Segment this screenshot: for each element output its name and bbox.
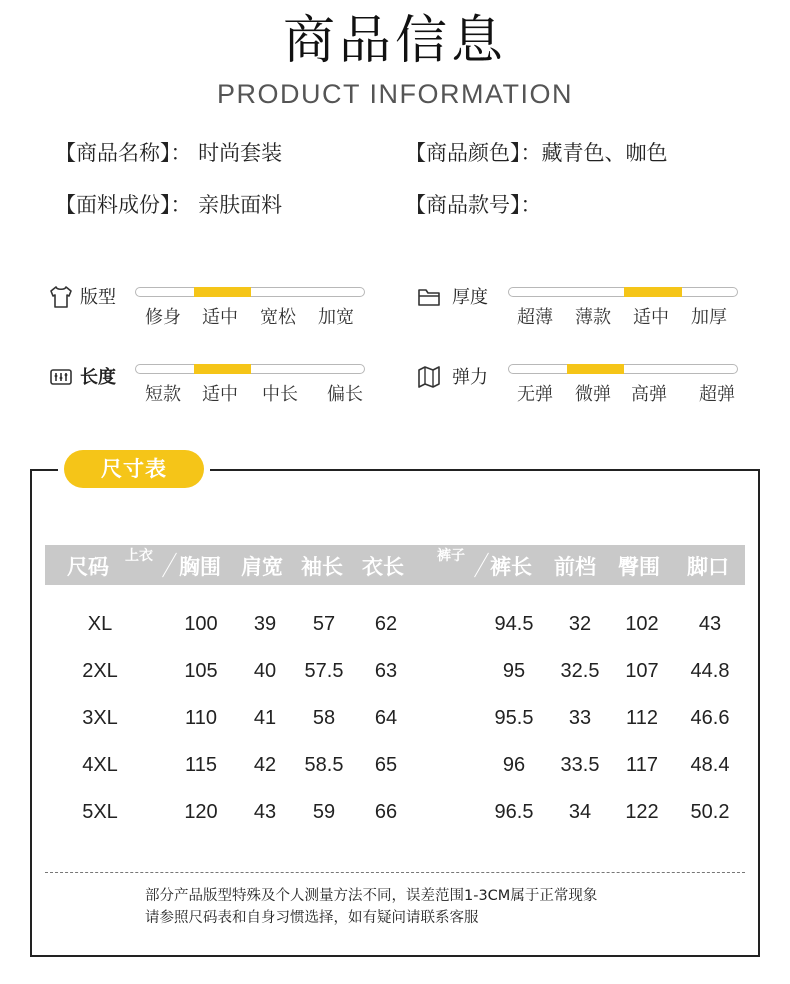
- size-cell: 5XL: [82, 801, 118, 823]
- attr-thickness-scale: [508, 287, 738, 297]
- attr-elasticity-fill: [567, 364, 625, 374]
- header-col: 脚口: [687, 555, 729, 579]
- size-table-header: [45, 545, 745, 585]
- measurement-cell: 39: [253, 613, 277, 635]
- attr-length-option: 适中: [202, 384, 238, 405]
- page-subtitle: PRODUCT INFORMATION: [217, 79, 573, 109]
- length-meter-icon: [48, 364, 74, 390]
- attr-elasticity-label: 弹力: [452, 367, 488, 388]
- measurement-cell: 105: [184, 660, 218, 682]
- tshirt-icon: [48, 284, 74, 310]
- measurement-cell: 64: [374, 707, 398, 729]
- attr-thickness-fill: [624, 287, 682, 297]
- measurement-cell: 57: [312, 613, 336, 635]
- note-line-1: 部分产品版型特殊及个人测量方法不同，误差范围1-3CM属于正常现象: [145, 888, 598, 904]
- note-line-2: 请参照尺码表和自身习惯选择，如有疑问请联系客服: [145, 910, 479, 926]
- measurement-cell: 63: [374, 660, 398, 682]
- measurement-cell: 46.6: [690, 707, 730, 729]
- header-size: 尺码: [67, 555, 109, 579]
- product-name: 【商品名称】： 时尚套装: [55, 141, 283, 165]
- size-cell: 4XL: [82, 754, 118, 776]
- measurement-cell: 62: [374, 613, 398, 635]
- measurement-cell: 94.5: [494, 613, 534, 635]
- attr-fit-scale: [135, 287, 365, 297]
- attr-length-fill: [194, 364, 252, 374]
- product-color: 【商品颜色】：藏青色、咖色: [405, 141, 668, 165]
- size-cell: 3XL: [82, 707, 118, 729]
- measurement-cell: 32: [568, 613, 592, 635]
- header-top-group: 上衣: [125, 548, 153, 564]
- header-col: 胸围: [179, 555, 221, 579]
- attr-elasticity-option: 超弹: [699, 384, 735, 405]
- measurement-cell: 43: [253, 801, 277, 823]
- attr-length-option: 偏长: [327, 384, 363, 405]
- header-divider-slash: [474, 553, 489, 578]
- measurement-cell: 100: [184, 613, 218, 635]
- measurement-cell: 102: [625, 613, 659, 635]
- measurement-cell: 65: [374, 754, 398, 776]
- measurement-cell: 34: [568, 801, 592, 823]
- measurement-cell: 48.4: [690, 754, 730, 776]
- attr-length-option: 中长: [262, 384, 298, 405]
- measurement-cell: 107: [625, 660, 659, 682]
- measurement-cell: 33: [568, 707, 592, 729]
- attr-elasticity-option: 高弹: [631, 384, 667, 405]
- measurement-cell: 58: [312, 707, 336, 729]
- measurement-cell: 59: [312, 801, 336, 823]
- attr-thickness-option: 加厚: [691, 307, 727, 328]
- measurement-cell: 40: [253, 660, 277, 682]
- measurement-cell: 44.8: [690, 660, 730, 682]
- header-col: 臀围: [618, 555, 660, 579]
- measurement-cell: 117: [626, 754, 658, 776]
- size-cell: 2XL: [82, 660, 118, 682]
- measurement-cell: 120: [184, 801, 218, 823]
- measurement-cell: 110: [185, 707, 217, 729]
- header-divider-slash: [162, 553, 177, 578]
- attr-elasticity-option: 无弹: [517, 384, 553, 405]
- product-fabric: 【面料成份】： 亲肤面料: [55, 193, 283, 217]
- measurement-cell: 57.5: [304, 660, 344, 682]
- attr-fit-option: 宽松: [260, 307, 296, 328]
- measurement-cell: 58.5: [304, 754, 344, 776]
- attr-thickness-option: 超薄: [517, 307, 553, 328]
- measurement-cell: 95: [502, 660, 526, 682]
- size-table-badge: 尺寸表: [64, 450, 204, 488]
- attr-thickness-option: 适中: [633, 307, 669, 328]
- attr-fit-option: 适中: [202, 307, 238, 328]
- measurement-cell: 96.5: [494, 801, 534, 823]
- attr-thickness-label: 厚度: [452, 287, 488, 308]
- attr-fit-label: 版型: [80, 287, 116, 308]
- attr-elasticity-option: 微弹: [575, 384, 611, 405]
- header-col: 前档: [554, 555, 596, 579]
- attr-elasticity-scale: [508, 364, 738, 374]
- attr-fit-option: 修身: [145, 307, 181, 328]
- measurement-cell: 96: [502, 754, 526, 776]
- measurement-cell: 41: [253, 707, 277, 729]
- header-col: 袖长: [301, 555, 343, 579]
- measurement-cell: 32.5: [560, 660, 600, 682]
- dashed-divider: [45, 872, 745, 873]
- measurement-cell: 112: [626, 707, 658, 729]
- page-title: 商品信息: [282, 11, 507, 71]
- attr-length-label: 长度: [80, 367, 116, 388]
- size-cell: XL: [87, 613, 113, 635]
- measurement-cell: 33.5: [560, 754, 600, 776]
- attr-thickness-option: 薄款: [575, 307, 611, 328]
- measurement-cell: 50.2: [690, 801, 730, 823]
- product-model-no: 【商品款号】：: [405, 193, 542, 217]
- measurement-cell: 95.5: [494, 707, 534, 729]
- folder-icon: [416, 284, 442, 310]
- header-col: 肩宽: [241, 555, 283, 579]
- map-icon: [416, 364, 442, 390]
- header-col: 裤长: [490, 555, 532, 579]
- measurement-cell: 43: [698, 613, 722, 635]
- measurement-cell: 42: [253, 754, 277, 776]
- attr-length-scale: [135, 364, 365, 374]
- measurement-cell: 122: [625, 801, 659, 823]
- measurement-cell: 115: [185, 754, 217, 776]
- header-pants-group: 裤子: [437, 548, 465, 564]
- attr-length-option: 短款: [145, 384, 181, 405]
- header-col: 衣长: [362, 555, 404, 579]
- measurement-cell: 66: [374, 801, 398, 823]
- attr-fit-option: 加宽: [318, 307, 354, 328]
- attr-fit-fill: [194, 287, 252, 297]
